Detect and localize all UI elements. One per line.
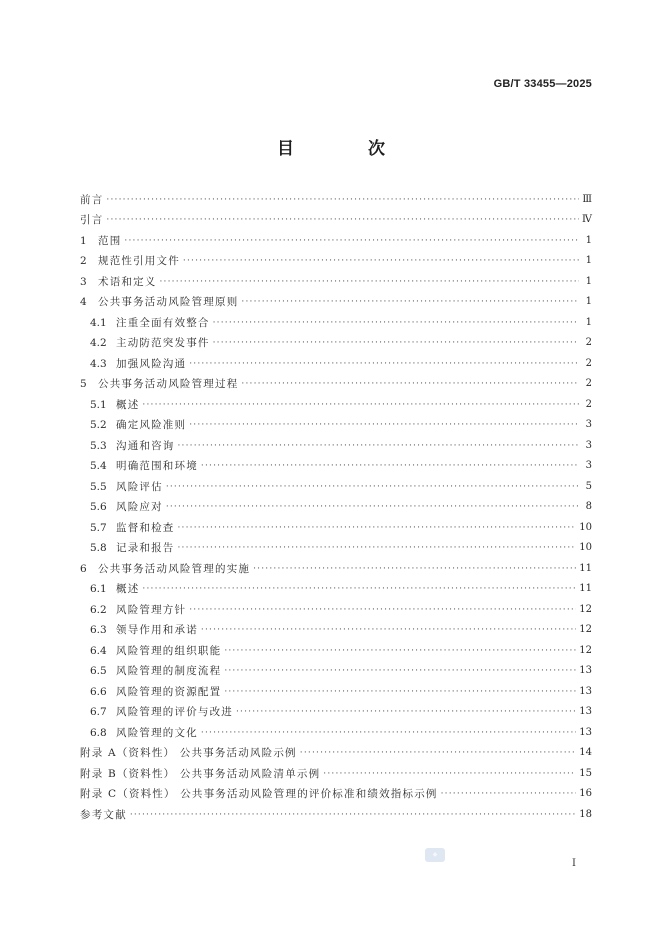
toc-entry-label: 附录 C（资料性） 公共事务活动风险管理的评价标准和绩效指标示例: [80, 788, 438, 800]
standard-code: GB/T 33455—2025: [493, 78, 592, 90]
toc-entry-label: 确定风险准则: [116, 419, 187, 431]
toc-entry-number: 5.3: [90, 439, 107, 452]
toc-entry-label: 风险评估: [116, 480, 163, 493]
dot-leader: [224, 685, 576, 699]
toc-entry[interactable]: [80, 576, 592, 597]
page-number: I: [572, 858, 576, 869]
toc-entry-label: 沟通和咨询: [116, 439, 175, 452]
toc-entry[interactable]: [80, 309, 592, 330]
dot-leader: [160, 275, 580, 289]
toc-entry-label: 概述: [116, 583, 140, 595]
toc-entry[interactable]: [80, 494, 592, 515]
toc-entry[interactable]: [80, 371, 592, 392]
dot-leader: [323, 767, 576, 781]
dot-leader: [236, 705, 576, 719]
dot-leader: [178, 521, 577, 535]
toc-entry-label: 风险管理的评价与改进: [116, 706, 233, 718]
toc-entry-label: 风险管理的资源配置: [116, 685, 222, 698]
toc-entry[interactable]: [80, 432, 592, 453]
toc-entry-page: 14: [579, 747, 592, 758]
toc-entry-page: 10: [579, 542, 592, 553]
toc-entry[interactable]: [80, 391, 592, 412]
toc-entry-page: 3: [585, 439, 592, 451]
toc-entry[interactable]: [80, 781, 592, 802]
toc-entry[interactable]: [80, 453, 592, 474]
toc-entry-number: 6.6: [90, 685, 107, 698]
dot-leader: [224, 664, 576, 678]
toc-entry[interactable]: [80, 740, 592, 761]
toc-entry-label: 注重全面有效整合: [116, 316, 210, 329]
toc-entry-number: 6: [80, 562, 87, 575]
toc-entry[interactable]: [80, 760, 592, 781]
toc-entry-number: 5.4: [90, 460, 107, 472]
toc-entry-number: 1: [80, 234, 87, 247]
toc-entry-label: 监督和检查: [116, 521, 175, 534]
toc-entry-number: 6.7: [90, 706, 107, 718]
dot-leader: [130, 808, 576, 822]
toc-entry-label: 范围: [98, 234, 122, 247]
dot-leader: [201, 726, 576, 740]
toc-entry-page: 13: [579, 665, 592, 676]
toc-entry-number: 5.7: [90, 521, 107, 534]
toc-entry[interactable]: [80, 248, 592, 269]
watermark-logo-icon: ◆: [425, 848, 445, 862]
toc-entry-page: 1: [585, 234, 592, 246]
toc-entry-label: 领导作用和承诺: [116, 624, 198, 636]
toc-entry[interactable]: [80, 186, 592, 207]
dot-leader: [183, 254, 579, 268]
toc-entry-number: 6.5: [90, 665, 107, 677]
toc-entry[interactable]: [80, 268, 592, 289]
toc-entry[interactable]: [80, 555, 592, 576]
toc-entry[interactable]: [80, 678, 592, 699]
toc-entry-page: 2: [585, 398, 592, 410]
toc-entry-label: 前言: [80, 193, 104, 206]
page-title: 目 次: [277, 139, 419, 159]
dot-leader: [106, 213, 579, 227]
dot-leader: [300, 746, 577, 760]
toc-entry-label: 参考文献: [80, 808, 127, 821]
dot-leader: [213, 336, 579, 350]
toc-entry-page: 3: [585, 460, 592, 471]
toc-entry-page: 2: [585, 357, 592, 369]
toc-entry-number: 4: [80, 296, 87, 308]
toc-entry-page: Ⅲ: [582, 193, 592, 205]
dot-leader: [441, 787, 577, 801]
dot-leader: [224, 644, 576, 658]
toc-entry[interactable]: [80, 227, 592, 248]
toc-entry[interactable]: [80, 699, 592, 720]
toc-entry-page: 3: [585, 419, 592, 430]
toc-entry-label: 风险应对: [116, 501, 163, 513]
toc-entry-label: 风险管理的文化: [116, 726, 198, 739]
dot-leader: [189, 603, 576, 617]
toc-entry-label: 术语和定义: [98, 275, 157, 288]
toc-entry[interactable]: [80, 207, 592, 228]
toc-entry[interactable]: [80, 514, 592, 535]
dot-leader: [213, 316, 579, 330]
dot-leader: [124, 234, 579, 248]
toc-entry-number: 5.8: [90, 542, 107, 554]
toc-entry-page: 16: [579, 788, 592, 799]
toc-entry[interactable]: [80, 658, 592, 679]
toc-entry-label: 引言: [80, 214, 104, 226]
toc-entry-page: 12: [579, 644, 592, 656]
dot-leader: [201, 459, 579, 473]
toc-entry-label: 概述: [116, 398, 140, 411]
toc-entry-label: 风险管理的制度流程: [116, 665, 222, 677]
toc-entry-page: 1: [585, 275, 592, 287]
dot-leader: [166, 500, 579, 514]
toc-entry[interactable]: [80, 412, 592, 433]
toc-entry[interactable]: [80, 330, 592, 351]
toc-entry-label: 主动防范突发事件: [116, 337, 210, 349]
toc-entry-page: 2: [585, 337, 592, 348]
toc-entry-page: 8: [585, 501, 592, 512]
toc-entry-page: 10: [579, 521, 592, 533]
toc-entry-label: 公共事务活动风险管理原则: [98, 296, 239, 308]
toc-entry[interactable]: [80, 801, 592, 822]
toc-entry-label: 公共事务活动风险管理过程: [98, 378, 239, 390]
toc-entry-page: 1: [585, 296, 592, 307]
dot-leader: [106, 193, 579, 207]
dot-leader: [142, 398, 579, 412]
toc-entry-label: 加强风险沟通: [116, 357, 187, 370]
toc-entry-label: 附录 B（资料性） 公共事务活动风险清单示例: [80, 767, 321, 780]
toc-entry-number: 6.1: [90, 583, 107, 595]
toc-entry[interactable]: [80, 719, 592, 740]
toc-entry[interactable]: [80, 637, 592, 658]
toc-entry-label: 公共事务活动风险管理的实施: [98, 562, 251, 575]
toc-entry-page: 15: [579, 767, 592, 779]
toc-entry-number: 6.4: [90, 644, 107, 657]
toc-entry-number: 4.3: [90, 357, 107, 370]
toc-entry-number: 5.1: [90, 398, 107, 411]
toc-entry-number: 5: [80, 378, 87, 390]
dot-leader: [142, 582, 576, 596]
toc-entry-number: 4.1: [90, 316, 107, 329]
dot-leader: [189, 418, 579, 432]
toc-entry-page: 11: [579, 562, 592, 574]
toc-entry-page: 1: [585, 255, 592, 266]
toc-entry-number: 5.5: [90, 480, 107, 493]
dot-leader: [189, 357, 579, 371]
toc-entry-label: 风险管理的组织职能: [116, 644, 222, 657]
toc-entry-number: 5.6: [90, 501, 107, 513]
toc-entry-page: 2: [585, 378, 592, 389]
toc-entry-page: 13: [579, 685, 592, 697]
toc-entry-number: 6.2: [90, 603, 107, 616]
toc-entry-label: 附录 A（资料性） 公共事务活动风险示例: [80, 747, 297, 759]
table-of-contents: [80, 186, 592, 822]
toc-entry-label: 风险管理方针: [116, 603, 187, 616]
dot-leader: [241, 377, 579, 391]
dot-leader: [178, 541, 577, 555]
toc-entry-number: 5.2: [90, 419, 107, 431]
dot-leader: [178, 439, 580, 453]
toc-entry[interactable]: [80, 596, 592, 617]
toc-entry-page: 5: [585, 480, 592, 492]
toc-entry-number: 3: [80, 275, 87, 288]
toc-entry-page: 13: [579, 706, 592, 717]
toc-entry-number: 4.2: [90, 337, 107, 349]
toc-entry-label: 规范性引用文件: [98, 255, 180, 267]
toc-entry-page: 1: [585, 316, 592, 328]
toc-entry[interactable]: [80, 535, 592, 556]
toc-entry[interactable]: [80, 350, 592, 371]
dot-leader: [201, 623, 576, 637]
toc-entry-label: 记录和报告: [116, 542, 175, 554]
toc-entry-page: 11: [579, 583, 592, 594]
dot-leader: [253, 562, 576, 576]
toc-entry[interactable]: [80, 617, 592, 638]
toc-entry-page: 12: [579, 624, 592, 635]
toc-entry-page: 13: [579, 726, 592, 738]
toc-entry-number: 6.3: [90, 624, 107, 636]
toc-entry-page: Ⅳ: [582, 214, 592, 225]
dot-leader: [166, 480, 579, 494]
dot-leader: [241, 295, 579, 309]
toc-entry-label: 明确范围和环境: [116, 460, 198, 472]
toc-entry[interactable]: [80, 473, 592, 494]
toc-entry-page: 12: [579, 603, 592, 615]
toc-entry-number: 2: [80, 255, 87, 267]
toc-entry[interactable]: [80, 289, 592, 310]
toc-entry-number: 6.8: [90, 726, 107, 739]
toc-entry-page: 18: [579, 808, 592, 820]
